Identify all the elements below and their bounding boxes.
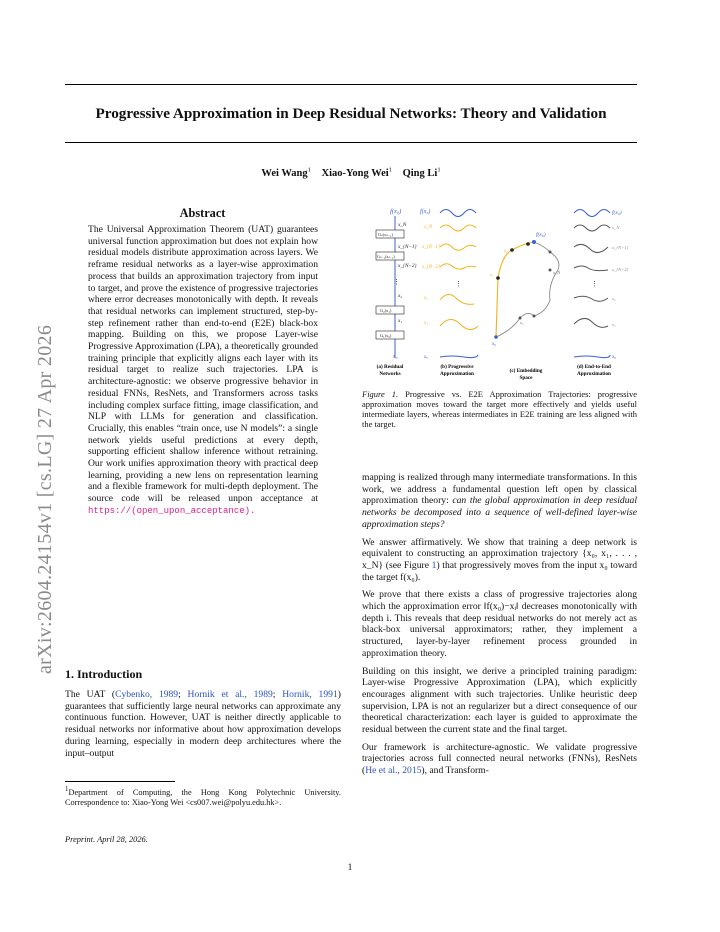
paper-title: Progressive Approximation in Deep Residual Networks: Theory and Validation: [95, 105, 607, 122]
footnote-mark: 1: [65, 786, 69, 793]
abstract-body: [88, 224, 318, 518]
wave-d-xN: [574, 225, 610, 231]
label-xN-b: x_N: [424, 225, 433, 230]
block-g1-label: G₁(x₀): [380, 333, 392, 338]
panel-b-caption-1: (b) Progressive: [440, 364, 474, 370]
p5-text-b: ), and Transform-: [421, 765, 489, 777]
input-wave-d: [574, 355, 610, 358]
panel-c-embedding: [489, 231, 561, 381]
label-x0-c: x₀: [492, 342, 496, 347]
block-gn-label: Gₙ(xₙ₋₁): [378, 232, 393, 237]
panel-c-caption-2: Space: [519, 375, 533, 381]
top-rule: [65, 84, 637, 85]
label-xN-d: x_N: [612, 225, 620, 230]
panel-d-caption-2: Approximation: [577, 371, 611, 377]
footnote-rule: [65, 781, 175, 782]
label-fx0-d: f(x₀): [612, 210, 622, 216]
label-xN2-b: x_{N−2}: [422, 265, 440, 270]
p2-text-a: We answer affirmatively. We show that training a deep network is equivalent to constructing an approximation trajectory {x₀, x₁, . . . , x_N} (see Figure: [362, 536, 637, 571]
target-wave-b: [440, 210, 476, 217]
right-column-body: [362, 472, 637, 783]
arxiv-sidebar: [20, 234, 56, 674]
wave-xN1: [440, 244, 476, 250]
intro-heading: 1. Introduction: [65, 667, 143, 681]
label-fx0-b: f(x₀): [420, 209, 431, 215]
panel-b-progressive: [420, 208, 478, 377]
author-3: Qing Li$^1$: [402, 166, 441, 179]
point-xN: [526, 242, 530, 246]
wave-d-xN1: [574, 244, 608, 252]
point-x1: [496, 276, 500, 280]
citation-sep: ;: [272, 689, 283, 700]
intro-text-a: The UAT (: [65, 689, 116, 700]
panel-b-caption-2: Approximation: [440, 371, 474, 377]
label-x2-a: x₂: [398, 293, 403, 299]
p5-text-a: Our framework is architecture-agnostic. We validate progressive trajectories across full connected neural networks (FNNs), ResNets (: [362, 741, 637, 777]
figure-1: [362, 200, 637, 385]
label-x1-d: x₁: [612, 322, 616, 327]
label-x1-c: x₁: [490, 272, 494, 277]
figure-1-graphic: [362, 200, 637, 385]
wave-d-x1: [574, 318, 608, 327]
target-wave-d: [574, 210, 610, 217]
dots-b: ⋮: [455, 280, 462, 288]
label-x2-c: x₂: [504, 248, 508, 253]
label-x0-a: x₀: [393, 354, 398, 360]
label-fx0-c: f(x₀): [536, 232, 546, 238]
panel-d-e2e: [574, 209, 629, 377]
label-x1-a: x₁: [398, 318, 403, 324]
page-number: 1: [347, 863, 353, 873]
e2e-point-2: [533, 315, 536, 318]
author-2: Xiao-Yong Wei$^1$: [321, 166, 392, 179]
point-target: [532, 240, 536, 244]
footnote-text: Department of Computing, the Hong Kong Polytechnic University. Correspondence to: Xiao-Yong Wei <cs007.wei@polyu.edu.hk>.: [65, 787, 341, 807]
label-xN1-d: x_{N−1}: [612, 245, 629, 250]
panel-c-caption-1: (c) Embedding: [509, 368, 543, 374]
author-list: [65, 166, 637, 179]
paragraph-question: [362, 472, 637, 531]
label-xN: x_N: [398, 222, 407, 228]
panel-a-residual-network: [376, 208, 418, 377]
paragraph-framework: [362, 742, 637, 777]
label-x2-b: x₂: [424, 296, 428, 301]
point-x0: [494, 335, 498, 339]
title-bottom-rule: [65, 142, 637, 143]
wave-xN2: [440, 264, 476, 269]
p1-text: mapping is realized through many intermediate transformations. In this work, we address a fundamental question left open by classical approximation theory:: [362, 472, 637, 507]
label-xN1: x_{N−1}: [398, 244, 417, 250]
wave-d-xN2: [574, 266, 608, 271]
caption-label: Figure 1.: [362, 389, 399, 399]
abstract-heading: Abstract: [179, 206, 226, 220]
label-x0-b: x₀: [424, 355, 428, 360]
intro-text-b: ) guarantees that sufficiently large neural networks can approximate any continuous function. However, UAT is neither directly applicable to residual networks nor informative about how approximation develops during learning, especially in modern deep architectures where the input–output: [65, 689, 341, 759]
wave-xN: [440, 225, 476, 231]
label-xN2-d: x_{N−2}: [612, 267, 629, 272]
citation-cybenko[interactable]: Cybenko, 1989: [115, 689, 179, 700]
label-e2e-xN: x_N: [553, 270, 561, 275]
source-code-link[interactable]: https://(open_upon_acceptance).: [88, 505, 256, 516]
p2-text-b: ) that progressively moves from the input x₀ toward the target f(x₀).: [362, 559, 637, 583]
figure-1-ref[interactable]: 1: [431, 559, 437, 571]
label-x0-d: x₀: [612, 354, 617, 360]
paragraph-lpa: Building on this insight, we derive a principled training paradigm: Layer-wise Progressive Approximation (LPA), which explicitly encourages alignment with such trajectories. Unlike heuristic deep supervision, LPA is not an regularizer but a direct consequence of our theoretical characterization: each layer is guided to approximate the residual between the current state and the final target.: [362, 665, 637, 736]
preprint-note: Preprint. April 28, 2026.: [65, 835, 148, 844]
label-x1-b: x₁: [424, 321, 428, 326]
panel-d-caption-1: (d) End-to-End: [577, 364, 611, 370]
citation-he[interactable]: He et al., 2015: [365, 765, 422, 777]
e2e-point-4: [549, 251, 552, 254]
progressive-trajectory: [496, 242, 534, 337]
citation-hornik-1991[interactable]: Hornik, 1991: [282, 689, 338, 700]
citation-sep: ;: [178, 689, 188, 700]
figure-1-caption: [362, 389, 637, 429]
arxiv-stamp: arXiv:2604.24154v1 [cs.LG] 27 Apr 2026: [34, 324, 56, 674]
abstract-text: The Universal Approximation Theorem (UAT) guarantees universal function approximation but does not explain how residual models distribute approximation across layers. We reframe residual networks as a layer-wise approximation process that builds an approximation trajectory from input to target, and prove the existence of progressive trajectories where error decreases monotonically with depth. It reveals that residual networks can implement structured, step-by-step refinement rather than end-to-end (E2E) black-box mapping. Building on this, we propose Layer-wise Progressive Approximation (LPA), a theoretically grounded training principle that explicitly aligns each layer with its residual target to realize such trajectories. LPA is architecture-agnostic: we observe progressive behavior in residual FNNs, ResNets, and Transformers across tasks including complex surface fitting, image classification, and NLP with LLMs for generation and classification. Crucially, this enables “train once, use N models”: a single network yields useful predictions at every depth, supporting efficient shallow inference without retraining. Our work unifies approximation theory with practical deep learning, providing a new lens on representation learning and a flexible framework for multi-depth deployment. The source code will be released unpon acceptance at: [88, 224, 318, 505]
footnote: [65, 785, 341, 808]
label-e2e-x1: x₁: [520, 320, 524, 325]
dots-a: ⋮: [393, 278, 400, 286]
wave-x2: [440, 294, 474, 304]
input-wave-b: [440, 355, 478, 358]
panel-a-caption-2: Networks: [379, 371, 401, 377]
paragraph-answer: [362, 537, 637, 584]
e2e-point-3: [549, 269, 552, 272]
p1-question: can the global approximation in deep residual networks be decomposed into a sequence of well-defined layer-wise approximation steps?: [362, 495, 637, 530]
block-g2-label: G₂(x₁): [380, 308, 392, 313]
block-gn1-label: Gₙ₋₁(xₙ₋₂): [377, 254, 395, 259]
paragraph-proof: We prove that there exists a class of progressive trajectories along which the approximation error ‖f(x₀)−xᵢ‖ decreases monotonically with depth i. This reveals that deep residual networks do not merely act as black-box universal approximators; rather, they implement a structured, layer-by-layer refinement process grounded in approximation theory.: [362, 589, 637, 659]
wave-x1: [440, 319, 478, 329]
label-xN1-b: x_{N−1}: [422, 245, 440, 250]
author-1: Wei Wang$^1$: [261, 166, 311, 179]
label-fx0: f(x₀): [390, 208, 402, 215]
label-x2-d: x₂: [612, 296, 616, 301]
wave-d-x2: [574, 296, 608, 301]
label-xN2: x_{N−2}: [398, 263, 417, 269]
intro-paragraph: [65, 689, 341, 759]
dots-d: ⋮: [591, 280, 598, 288]
caption-text: Progressive vs. E2E Approximation Trajectories: progressive approximation moves toward the target more effectively and yields useful intermediate layers, whereas intermediates in E2E training are less aligned with the target.: [362, 389, 637, 429]
citation-hornik-1989[interactable]: Hornik et al., 1989: [187, 689, 273, 700]
panel-a-caption-1: (a) Residual: [376, 364, 404, 370]
point-x2: [510, 248, 514, 252]
